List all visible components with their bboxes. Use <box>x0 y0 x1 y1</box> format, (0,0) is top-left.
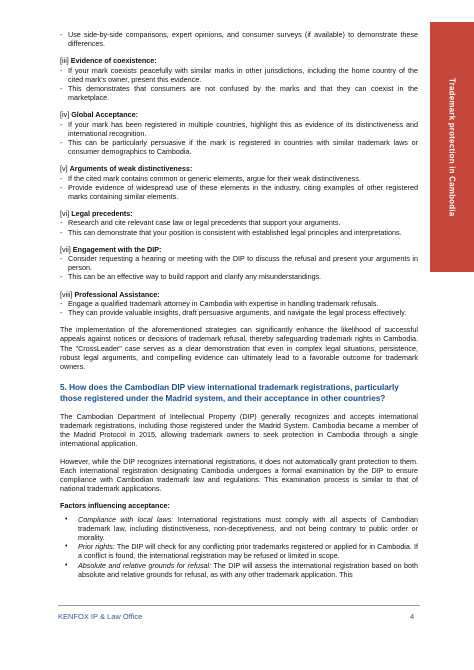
bullet-item: • Compliance with local laws: International registrations must comply with all aspects of Cambodian trademark law, including distinctiveness, non-deceptiveness, and not being contrary to public order or morality. <box>65 514 418 542</box>
section-heading: [iii] Evidence of coexistence: <box>60 56 157 66</box>
list-item: - This can demonstrate that your position is consistent with established legal principles and interpretations. <box>60 227 402 237</box>
section-iii <box>60 56 418 102</box>
footer-company: KENFOX IP & Law Office <box>58 612 143 621</box>
list-item: - If your mark has been registered in multiple countries, highlight this as evidence of its distinctiveness and international recognition. <box>60 119 418 138</box>
factors-list <box>60 515 418 579</box>
question-heading: 5. How does the Cambodian DIP view international trademark registrations, particularly those registered under the Madrid system, and their acceptance in other countries? <box>60 383 399 403</box>
page-number: 4 <box>410 612 415 621</box>
list-item: - Provide evidence of widespread use of these elements in the industry, citing examples of other registered marks containing similar elements. <box>60 182 418 202</box>
list-item: - Research and cite relevant case law or legal precedents that support your arguments. <box>60 218 341 228</box>
footer-divider <box>58 605 420 606</box>
list-item: - This can be particularly persuasive if the mark is registered in countries with similar trademark laws or consumer demographics to Cambodia. <box>60 138 418 157</box>
list-item: - If the cited mark contains common or generic elements, argue for their weak distinctiveness. <box>60 173 361 183</box>
section-heading: [viii] Professional Assistance: <box>60 289 160 299</box>
list-item: - Consider requesting a hearing or meeting with the DIP to discuss the refusal and present your arguments in person. <box>60 254 418 273</box>
section-viii <box>60 290 418 318</box>
section-heading: [vi] Legal precedents: <box>60 209 133 219</box>
section-heading: [v] Arguments of weak distinctiveness: <box>60 164 193 174</box>
list-item: - Use side-by-side comparisons, expert opinions, and consumer surveys (if available) to demonstrate these differences. <box>60 30 418 49</box>
section-iv <box>60 110 418 156</box>
factors-heading: Factors influencing acceptance: <box>60 501 170 511</box>
list-item: - If your mark coexists peacefully with similar marks in other jurisdictions, including the home country of the cited mark's owner, present this evidence. <box>60 65 418 84</box>
body-paragraph: However, while the DIP recognizes international registrations, it does not automatically grant protection to them. Each international registration designating Cambodia undergoes a formal examination by the DIP to ensure compliance with Cambodian trademark law and regulations. This examination process is similar to that of national trademark applications. <box>60 456 418 494</box>
section-heading: [iv] Global Acceptance: <box>60 110 139 120</box>
section-ii-continued <box>60 30 418 48</box>
sidebar-label: Trademark protection in Cambodia <box>447 77 457 217</box>
bullet-item: • Prior rights: The DIP will check for any conflicting prior trademarks registered or applied for in Cambodia. If a conflict is found, the international registration may be refused or limited in scope. <box>65 542 418 561</box>
page-content <box>60 30 418 579</box>
section-vii <box>60 245 418 282</box>
list-item: - They can provide valuable insights, draft persuasive arguments, and navigate the legal process effectively. <box>60 308 407 318</box>
list-item: - Engage a qualified trademark attorney in Cambodia with expertise in handling trademark refusals. <box>60 298 379 308</box>
section-heading: [vii] Engagement with the DIP: <box>60 244 162 254</box>
body-paragraph: The Cambodian Department of Intellectual Property (DIP) generally recognizes and accepts international trademark registrations, including those registered under the Madrid System. Cambodia became a member of the Madrid Protocol in 2015, allowing trademark owners to seek protection in Cambodia through a single international application. <box>60 411 418 449</box>
section-vi <box>60 209 418 237</box>
implementation-paragraph: The implementation of the aforementioned strategies can significantly enhance the likelihood of successful appeals against notices or decisions of trademark refusal, thereby safeguarding trademark rights in Cambodia. The "CrossLeader" case serves as a clear demonstration that even in complex legal situations, persistence, robust legal arguments, and compelling evidence can ultimately lead to a favorable outcome for trademark owners. <box>60 325 418 372</box>
list-item: - This can be an effective way to build rapport and clarify any misunderstandings. <box>60 272 322 282</box>
bullet-item: • Absolute and relative grounds for refusal: The DIP will assess the international registration based on both absolute and relative grounds for refusal, as with any other trademark application. This <box>65 560 418 579</box>
list-item: - This demonstrates that consumers are not confused by the marks and that they can coexist in the marketplace. <box>60 84 418 103</box>
section-v <box>60 164 418 201</box>
